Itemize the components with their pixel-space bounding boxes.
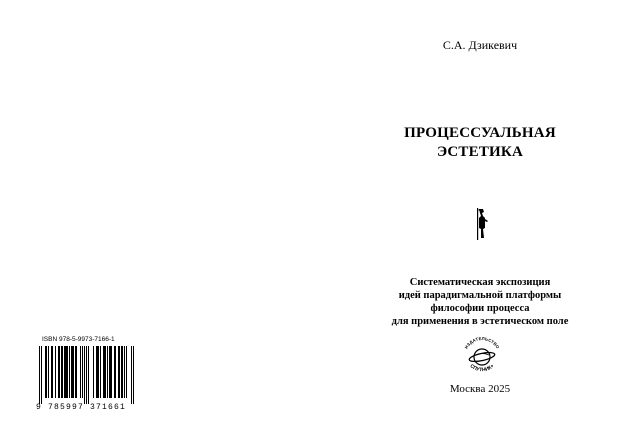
barcode-bar	[76, 346, 77, 398]
barcode-bar	[98, 346, 99, 398]
barcode-bar	[115, 346, 116, 398]
barcode-bar	[46, 346, 47, 398]
barcode-bar	[119, 346, 120, 398]
barcode-bar	[88, 346, 89, 404]
barcode-bar	[110, 346, 111, 398]
globe-with-orbit-icon	[457, 335, 507, 375]
subtitle-line-3: философии процесса	[430, 303, 530, 314]
barcode-bar	[72, 346, 73, 398]
figure-with-staff-icon	[474, 207, 492, 241]
barcode-bar	[67, 346, 68, 398]
isbn-text: ISBN 978-5-9973-7166-1	[42, 336, 115, 343]
barcode-bar	[122, 346, 123, 398]
barcode-bar	[45, 346, 46, 398]
barcode-digits: 9 785997 371661	[36, 403, 127, 412]
barcode-bar	[80, 346, 81, 398]
barcode-bar	[39, 346, 40, 404]
barcode-bar	[66, 346, 67, 398]
barcode-bar	[82, 346, 83, 398]
publisher-logo-top-text: ИЗДАТЕЛЬСТВО	[463, 335, 501, 350]
svg-text:ИЗДАТЕЛЬСТВО	[464, 336, 501, 350]
barcode-bar	[103, 346, 104, 398]
barcode-bar	[48, 346, 49, 398]
barcode-bar	[52, 346, 53, 398]
barcode-bar	[118, 346, 119, 398]
barcode	[36, 346, 136, 404]
subtitle-line-2: идей парадигмальной платформы	[398, 290, 562, 301]
barcode-bar	[97, 346, 98, 398]
subtitle-line-1: Систематическая экспозиция	[409, 277, 551, 288]
barcode-bar	[61, 346, 62, 398]
barcode-bar	[107, 346, 108, 398]
barcode-bar	[51, 346, 52, 398]
city-year: Москва 2025	[449, 383, 511, 395]
barcode-bar	[111, 346, 112, 398]
barcode-bar	[62, 346, 63, 398]
barcode-bar	[84, 346, 85, 404]
barcode-bar	[114, 346, 115, 398]
isbn-barcode-block	[36, 336, 138, 412]
author-name: С.А. Дзикевич	[442, 38, 518, 52]
barcode-bar	[104, 346, 105, 398]
barcode-bar	[64, 346, 65, 398]
front-cover	[320, 0, 640, 439]
barcode-bar	[109, 346, 110, 398]
book-subtitle	[320, 276, 640, 328]
barcode-bar	[133, 346, 134, 404]
title-line-1: ПРОЦЕССУАЛЬНАЯ	[404, 125, 556, 141]
subtitle-line-4: для применения в эстетическом поле	[391, 316, 569, 327]
publisher-logo-bottom-text: СПУТНИК+	[468, 363, 496, 374]
title-line-2: ЭСТЕТИКА	[437, 144, 523, 160]
barcode-bar	[121, 346, 122, 398]
barcode-bar	[69, 346, 70, 398]
barcode-bar	[73, 346, 74, 398]
barcode-bar	[105, 346, 106, 398]
barcode-bar	[131, 346, 132, 404]
barcode-bar	[126, 346, 127, 398]
barcode-bar	[59, 346, 60, 398]
barcode-bar	[58, 346, 59, 398]
barcode-bar	[41, 346, 42, 404]
barcode-bar	[100, 346, 101, 398]
barcode-bar	[96, 346, 97, 398]
barcode-bar	[65, 346, 66, 398]
barcode-bar	[75, 346, 76, 398]
barcode-bar	[71, 346, 72, 398]
book-title	[320, 124, 640, 162]
barcode-bar	[124, 346, 125, 398]
barcode-bar	[86, 346, 87, 404]
barcode-bar	[55, 346, 56, 398]
barcode-bar	[93, 346, 94, 398]
